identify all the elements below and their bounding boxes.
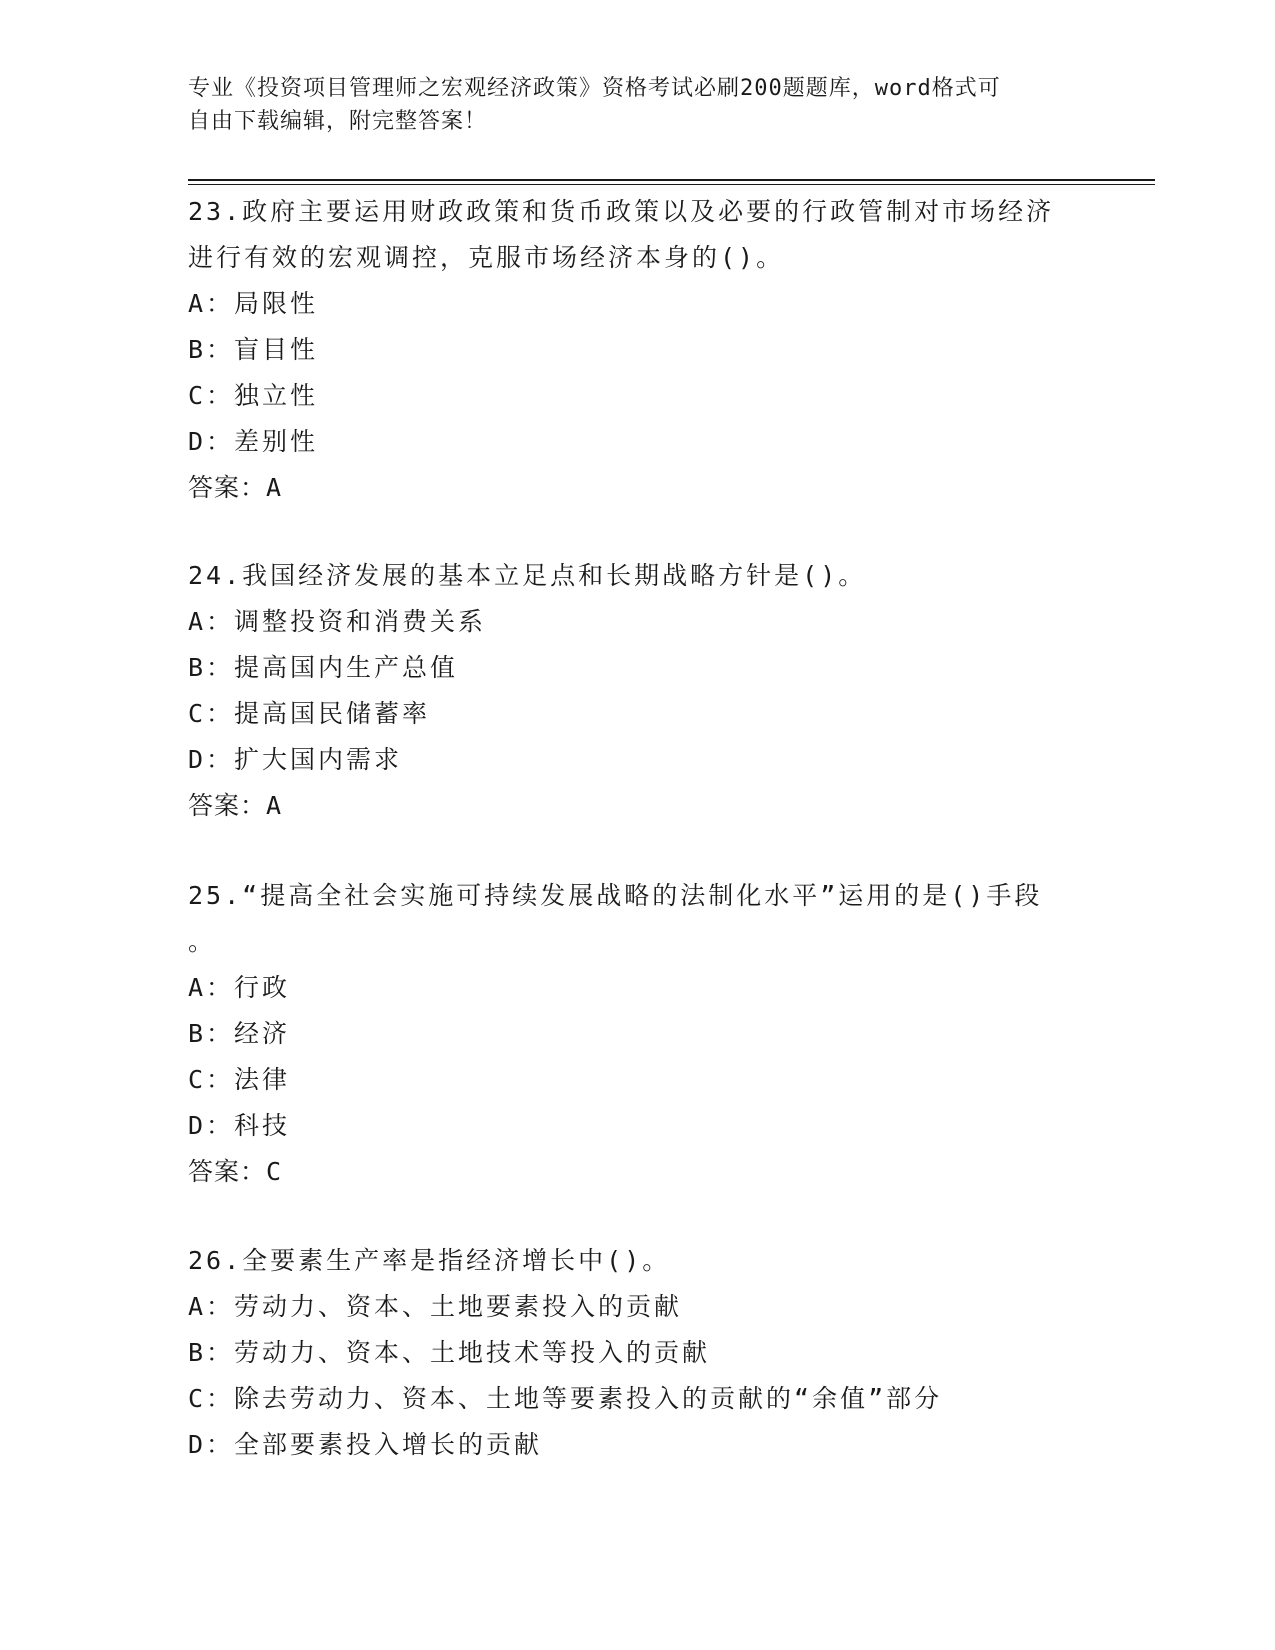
question-23 xyxy=(188,189,1088,511)
option-b: B：经济 xyxy=(188,1019,291,1048)
answer-line xyxy=(188,783,1088,829)
option-a: A：行政 xyxy=(188,973,291,1002)
header-divider-thick xyxy=(188,179,1155,181)
option-b: B：盲目性 xyxy=(188,335,319,364)
document-header xyxy=(188,72,1068,138)
question-25 xyxy=(188,873,1088,1195)
option-b: B：提高国内生产总值 xyxy=(188,653,459,682)
answer-label: 答案： xyxy=(188,1157,267,1186)
option-d: D：扩大国内需求 xyxy=(188,745,403,774)
question-stem-line: 。 xyxy=(188,927,217,956)
header-line-1: 专业《投资项目管理师之宏观经济政策》资格考试必刷200题题库，word格式可 xyxy=(188,76,1001,101)
answer-label: 答案： xyxy=(188,791,267,820)
header-line-2: 自由下载编辑，附完整答案！ xyxy=(188,109,488,134)
question-24 xyxy=(188,553,1088,829)
answer-value: A xyxy=(266,791,283,820)
option-c: C：法律 xyxy=(188,1065,291,1094)
answer-value: C xyxy=(266,1157,283,1186)
option-d: D：科技 xyxy=(188,1111,291,1140)
header-divider-thin xyxy=(188,184,1155,185)
option-b: B：劳动力、资本、土地技术等投入的贡献 xyxy=(188,1338,711,1367)
answer-value: A xyxy=(266,473,283,502)
question-stem-line: 进行有效的宏观调控，克服市场经济本身的()。 xyxy=(188,243,785,272)
answer-line xyxy=(188,465,1088,511)
option-d: D：全部要素投入增长的贡献 xyxy=(188,1430,543,1459)
option-d: D：差别性 xyxy=(188,427,319,456)
option-c: C：独立性 xyxy=(188,381,319,410)
option-c: C：除去劳动力、资本、土地等要素投入的贡献的“余值”部分 xyxy=(188,1384,943,1413)
option-a: A：劳动力、资本、土地要素投入的贡献 xyxy=(188,1292,683,1321)
question-stem-line: 26.全要素生产率是指经济增长中()。 xyxy=(188,1246,671,1275)
option-c: C：提高国民储蓄率 xyxy=(188,699,431,728)
answer-line xyxy=(188,1149,1088,1195)
option-a: A：局限性 xyxy=(188,289,319,318)
question-stem-line: 23.政府主要运用财政政策和货币政策以及必要的行政管制对市场经济 xyxy=(188,197,1055,226)
option-a: A：调整投资和消费关系 xyxy=(188,607,487,636)
question-stem-line: 25.“提高全社会实施可持续发展战略的法制化水平”运用的是()手段 xyxy=(188,881,1043,910)
question-26 xyxy=(188,1238,1088,1468)
question-stem-line: 24.我国经济发展的基本立足点和长期战略方针是()。 xyxy=(188,561,867,590)
answer-label: 答案： xyxy=(188,473,267,502)
